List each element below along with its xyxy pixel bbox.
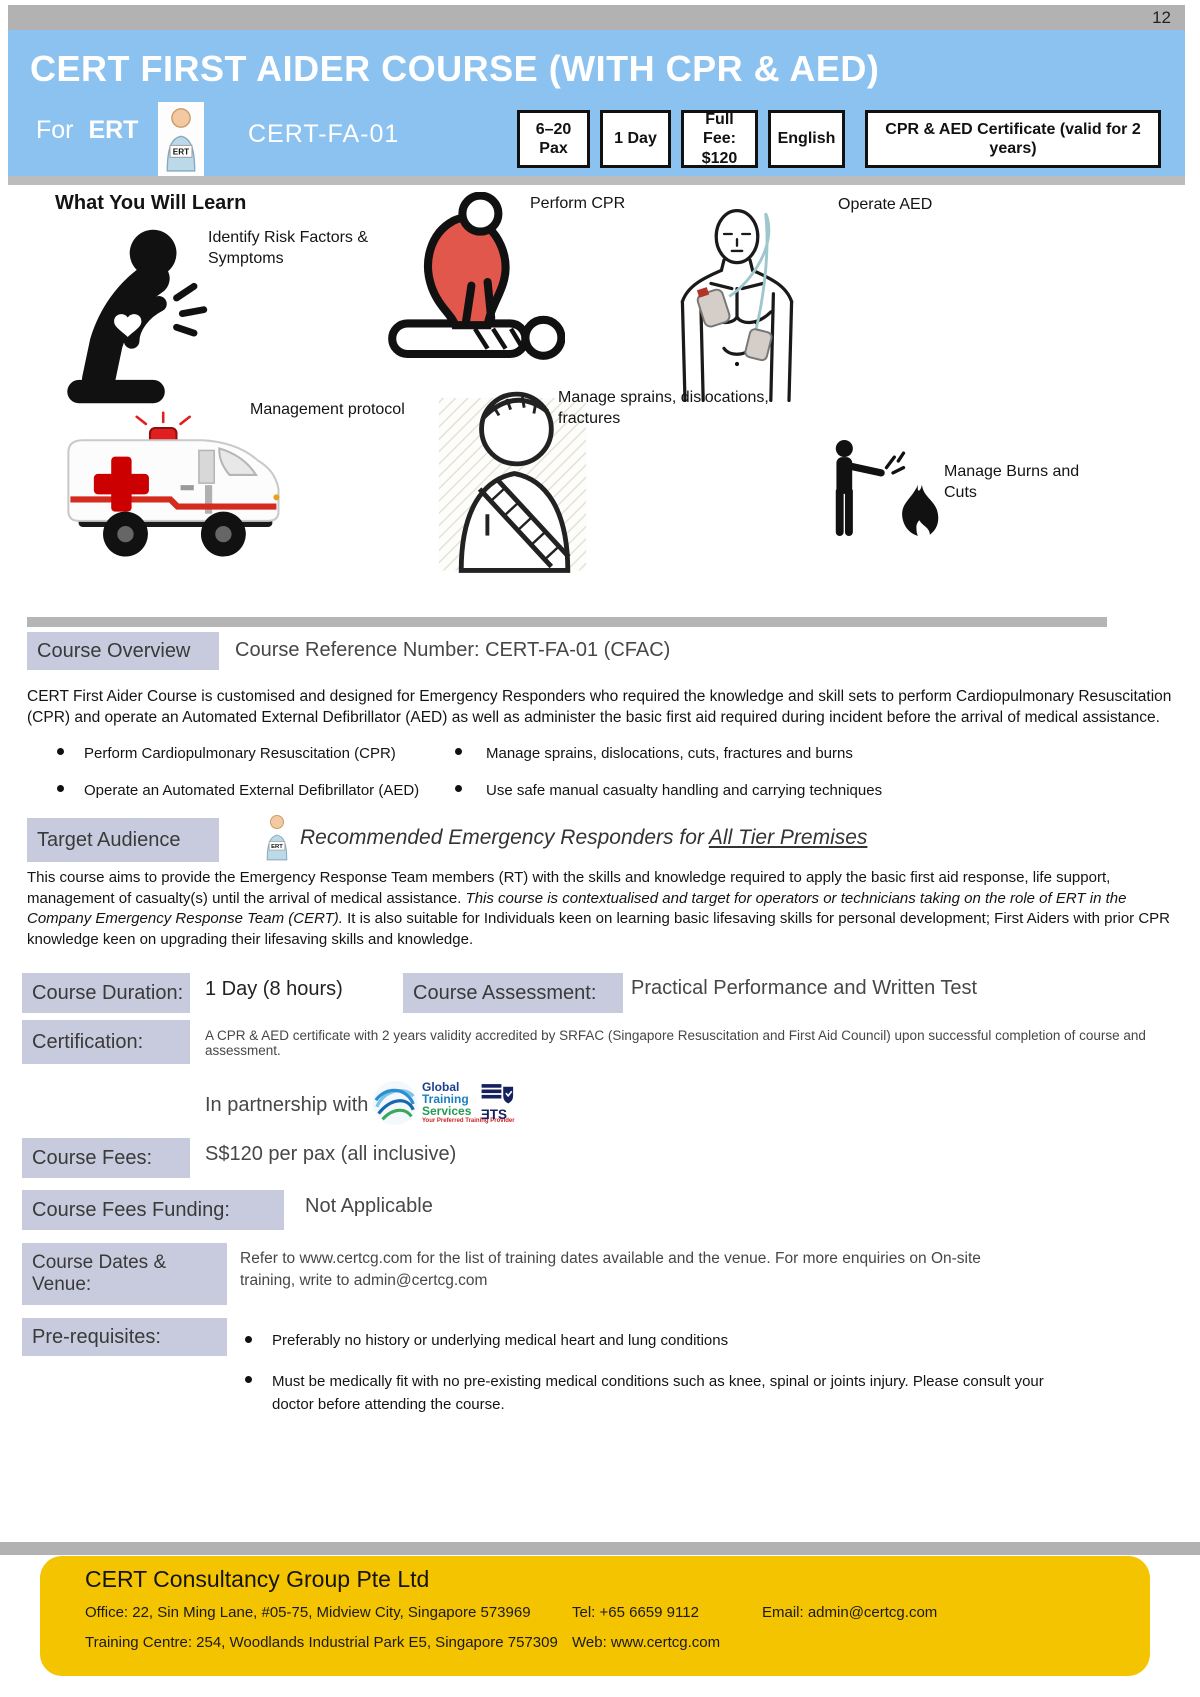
footer-company-name: CERT Consultancy Group Pte Ltd xyxy=(85,1566,430,1592)
footer xyxy=(40,1556,1150,1676)
target-audience-paragraph: This course aims to provide the Emergency Response Team members (RT) with the skills and knowledge required to apply the basic first aid response, life support, management of casualty(s) until the arrival of medical assistance. This course is contextualised and target for operators or technicians taking on the role of ERT in the Company Emergency Response Team (CERT). It is also suitable for Individuals keen on learning basic lifesaving skills for personal development; First Aiders with prior CPR knowledge keen on upgrading their lifesaving skills and knowledge. xyxy=(27,869,1171,949)
prerequisite-bullet: Must be medically fit with no pre-existing medical conditions such as knee, spinal or joints injury. Please consult your doctor before attending the course. xyxy=(272,1373,1044,1413)
cpr-icon xyxy=(385,192,565,377)
learn-label-sprains: Manage sprains, dislocations, fractures xyxy=(558,389,769,427)
partnership-text: In partnership with xyxy=(205,1094,369,1116)
learn-label-protocol: Management protocol xyxy=(250,401,405,418)
learn-label-burns: Manage Burns and Cuts xyxy=(944,463,1080,501)
course-dates-venue-value: Refer to www.certcg.com for the list of training dates available and the venue. For more enquiries on On-site training, write to admin@certcg.com xyxy=(240,1250,981,1290)
svg-text:ƎTS: ƎTS xyxy=(480,1107,507,1123)
course-dates-venue-label: Course Dates & Venue: xyxy=(22,1243,227,1305)
overview-bullet: Use safe manual casualty handling and carrying techniques xyxy=(486,782,883,799)
bullet-icon xyxy=(245,1336,252,1343)
learn-label-risk: Identify Risk Factors & Symptoms xyxy=(208,229,369,267)
footer-training-centre-address: Training Centre: 254, Woodlands Industrial Park E5, Singapore 757309 xyxy=(85,1634,558,1651)
ert-person-icon xyxy=(262,812,292,867)
bullet-icon xyxy=(57,785,64,792)
course-code: CERT-FA-01 xyxy=(248,120,400,148)
header-shadow xyxy=(8,176,1185,185)
course-assessment-label: Course Assessment: xyxy=(403,973,623,1013)
course-duration-value: 1 Day (8 hours) xyxy=(205,978,343,1000)
target-audience-label: Target Audience xyxy=(27,818,219,862)
prerequisite-bullet: Preferably no history or underlying medical heart and lung conditions xyxy=(272,1332,729,1349)
overview-bullet: Perform Cardiopulmonary Resuscitation (CPR) xyxy=(84,745,396,762)
duration-info-box: 1 Day xyxy=(600,110,671,168)
footer-email: Email: admin@certcg.com xyxy=(762,1604,938,1621)
section-divider xyxy=(27,617,1107,627)
certification-value: A CPR & AED certificate with 2 years validity accredited by SRFAC (Singapore Resuscitation and First Aid Council) upon successful completion of course and assessment. xyxy=(205,1028,1146,1058)
course-title: CERT FIRST AIDER COURSE (WITH CPR & AED) xyxy=(30,48,880,89)
top-bar xyxy=(8,5,1185,30)
course-overview-description: CERT First Aider Course is customised and designed for Emergency Responders who required the knowledge and skill sets to perform Cardiopulmonary Resuscitation (CPR) and operate an Automated External Defibrillator (AED) as well as administer the basic first aid required during incident before the arrival of medical assistance. xyxy=(27,688,1172,727)
course-fees-label: Course Fees: xyxy=(22,1138,190,1178)
course-duration-label: Course Duration: xyxy=(22,973,190,1013)
footer-tel: Tel: +65 6659 9112 xyxy=(572,1604,699,1621)
for-ert-label: For ERT xyxy=(36,116,139,144)
course-fees-funding-label: Course Fees Funding: xyxy=(22,1190,284,1230)
learn-label-cpr: Perform CPR xyxy=(530,195,626,212)
overview-bullet: Manage sprains, dislocations, cuts, fractures and burns xyxy=(486,745,853,762)
bullet-icon xyxy=(455,748,462,755)
fee-info-box: Full Fee: $120 xyxy=(681,110,758,168)
bullet-icon xyxy=(57,748,64,755)
prerequisites-label: Pre-requisites: xyxy=(22,1318,227,1356)
course-reference-number: Course Reference Number: CERT-FA-01 (CFAC) xyxy=(235,639,671,661)
target-audience-tagline: Recommended Emergency Responders for All Tier Premises xyxy=(300,826,868,849)
global-training-services-logo xyxy=(372,1080,418,1131)
language-info-box: English xyxy=(768,110,845,168)
global-training-services-logo-text: Global Training Services Your Preferred Training Provider xyxy=(422,1080,515,1124)
course-fees-value: S$120 per pax (all inclusive) xyxy=(205,1143,457,1165)
overview-bullet: Operate an Automated External Defibrillator (AED) xyxy=(84,782,420,799)
bts-logo xyxy=(478,1082,514,1129)
pax-info-box: 6–20 Pax xyxy=(517,110,590,168)
course-header xyxy=(8,30,1185,176)
svg-text:ERT: ERT xyxy=(271,844,283,851)
course-fees-funding-value: Not Applicable xyxy=(305,1195,433,1217)
burns-icon xyxy=(818,418,943,563)
footer-divider xyxy=(0,1542,1200,1555)
learn-label-aed: Operate AED xyxy=(838,196,933,213)
certification-label: Certification: xyxy=(22,1020,190,1064)
certificate-info-box: CPR & AED Certificate (valid for 2 years) xyxy=(865,110,1161,168)
svg-text:ERT: ERT xyxy=(172,147,190,157)
course-overview-label: Course Overview xyxy=(27,632,219,670)
page-number: 12 xyxy=(1152,7,1171,27)
ert-person-icon xyxy=(158,102,204,176)
footer-office-address: Office: 22, Sin Ming Lane, #05-75, Midview City, Singapore 573969 xyxy=(85,1604,531,1621)
learn-heading: What You Will Learn xyxy=(55,192,247,214)
bullet-icon xyxy=(455,785,462,792)
footer-web: Web: www.certcg.com xyxy=(572,1634,721,1651)
course-assessment-value: Practical Performance and Written Test xyxy=(631,977,978,999)
bullet-icon xyxy=(245,1376,252,1383)
